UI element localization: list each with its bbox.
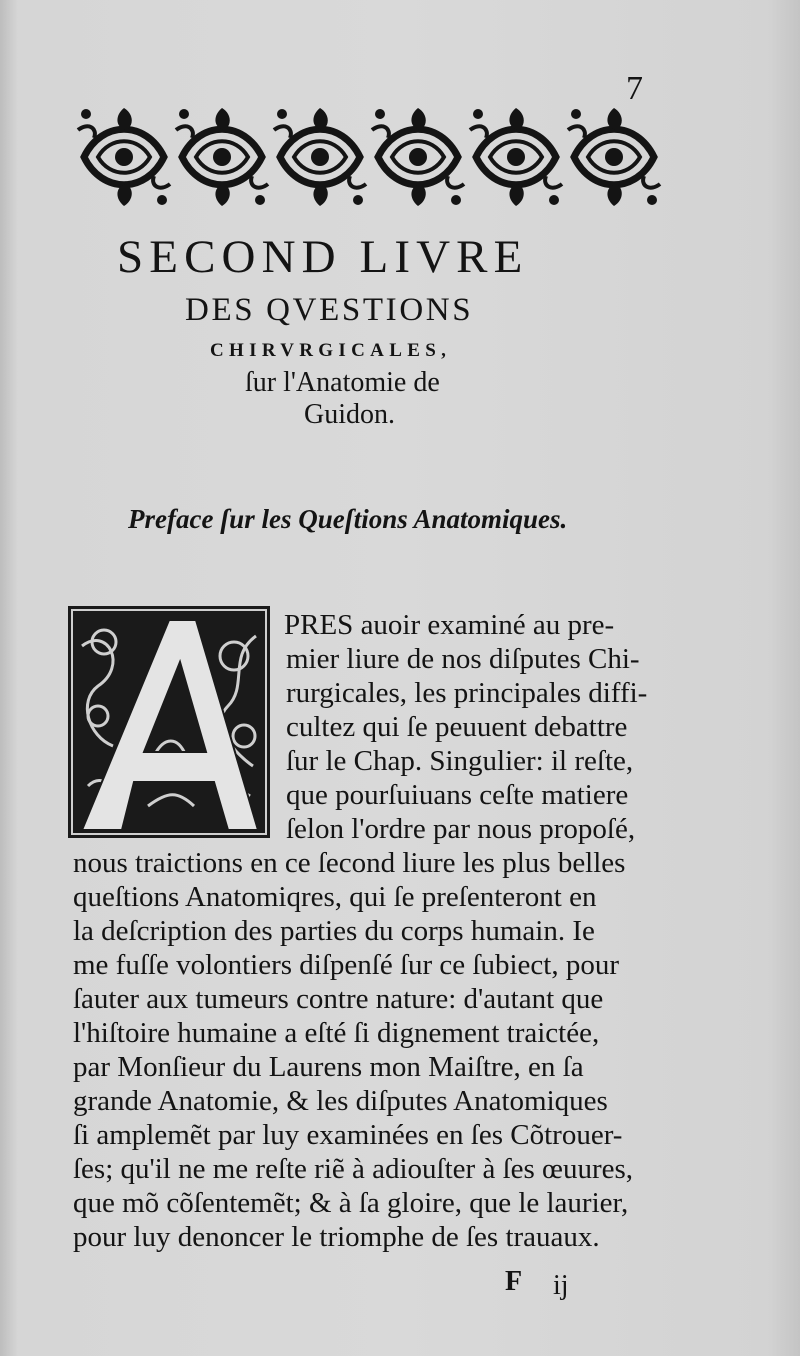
- body-line: nous traictions en ce ſecond liure les plus belles: [73, 847, 626, 879]
- book-subtitle: DES QVESTIONS: [185, 292, 474, 328]
- decorated-initial: [68, 606, 270, 838]
- vine-ornament-icon: [68, 606, 270, 838]
- page-number: 7: [626, 70, 643, 107]
- body-line: PRES auoir examiné au pre-: [284, 609, 615, 641]
- body-line: ſur le Chap. Singulier: il reſte,: [286, 745, 634, 777]
- signature-folio: ij: [553, 1270, 569, 1301]
- preface-heading: Preface ſur les Queſtions Anatomiques.: [128, 504, 568, 534]
- ornamental-headband: [76, 100, 666, 214]
- body-line: l'hiſtoire humaine a eſté ſi dignement traictée,: [73, 1017, 600, 1049]
- body-line: que pourſuiuans ceſte matiere: [286, 779, 629, 811]
- signature-mark: F: [505, 1266, 523, 1297]
- book-subtitle-line: ſur l'Anatomie de: [245, 367, 440, 398]
- body-line: que mõ cõſentemẽt; & à ſa gloire, que le laurier,: [73, 1187, 629, 1219]
- body-line: cultez qui ſe peuuent debattre: [286, 711, 628, 743]
- body-line: pour luy denoncer le triomphe de ſes trauaux.: [73, 1221, 600, 1253]
- body-line: queſtions Anatomiqres, qui ſe preſenteront en: [73, 881, 597, 913]
- book-subtitle-line: Guidon.: [304, 399, 395, 430]
- body-line: ſauter aux tumeurs contre nature: d'autant que: [73, 983, 604, 1015]
- body-line: par Monſieur du Laurens mon Maiſtre, en ſa: [73, 1051, 584, 1083]
- body-line: rurgicales, les principales diffi-: [286, 677, 648, 709]
- body-line: ſi amplemẽt par luy examinées en ſes Cõtrouer-: [73, 1119, 623, 1151]
- book-title: SECOND LIVRE: [117, 231, 529, 283]
- body-line: la deſcription des parties du corps humain. Ie: [73, 915, 595, 947]
- body-line: grande Anatomie, & les diſputes Anatomiques: [73, 1085, 608, 1117]
- body-line: me fuſſe volontiers diſpenſé ſur ce ſubiect, pour: [73, 949, 620, 981]
- body-line: ſelon l'ordre par nous propoſé,: [286, 813, 636, 845]
- body-line: ſes; qu'il ne me reſte riẽ à adiouſter à ſes œuures,: [73, 1153, 634, 1185]
- body-line: mier liure de nos diſputes Chi-: [286, 643, 640, 675]
- book-subtitle-small: CHIRVRGICALES,: [210, 340, 452, 361]
